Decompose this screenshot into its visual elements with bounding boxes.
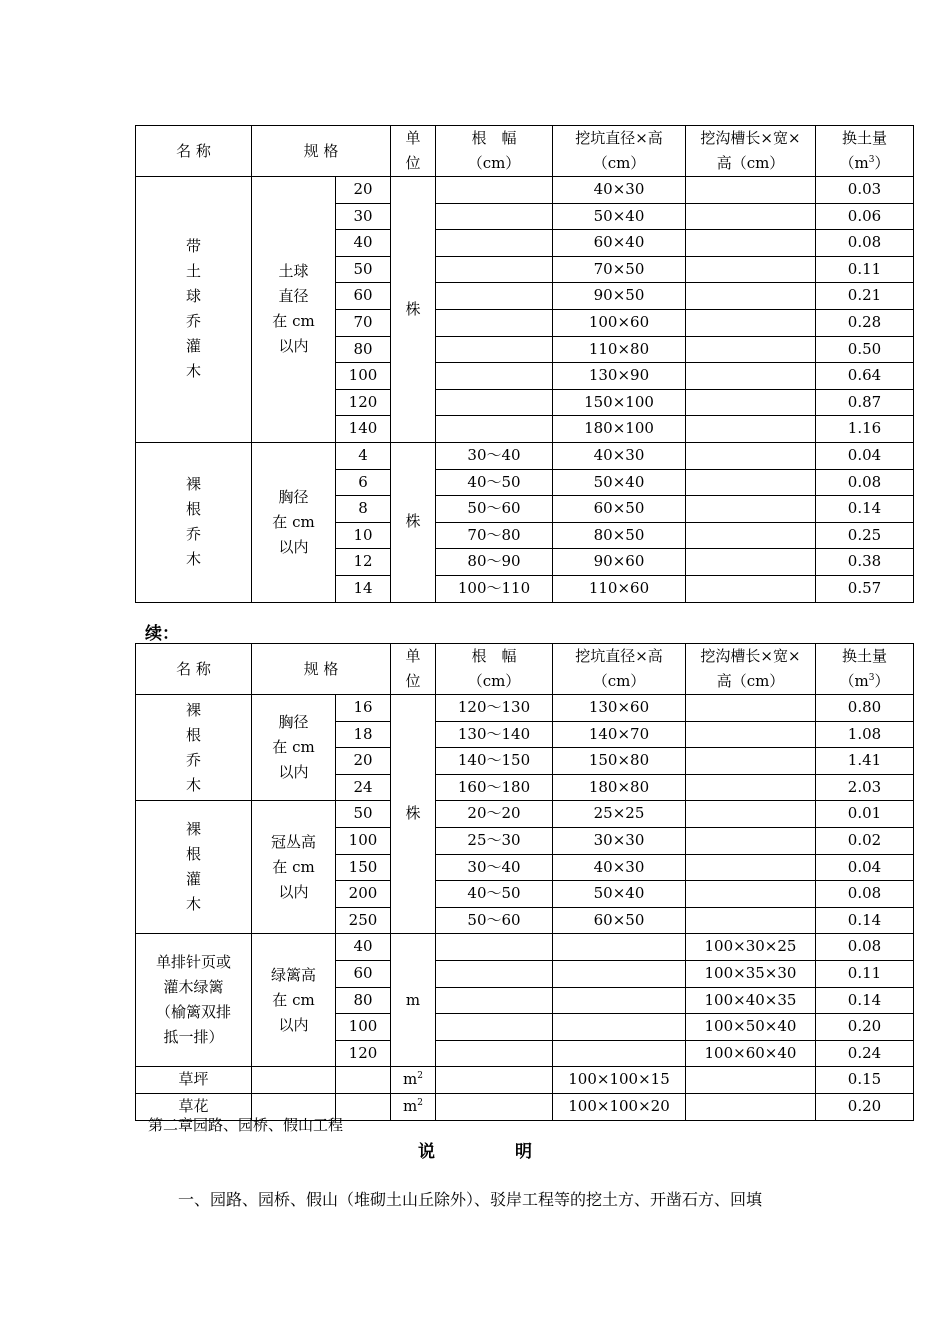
- header-soil-unit: （m: [839, 154, 869, 172]
- soil-cell: 0.80: [816, 695, 914, 722]
- root-cell: [436, 1067, 553, 1094]
- root-cell: 160～180: [436, 774, 553, 801]
- size-cell: 40: [336, 934, 391, 961]
- root-cell: 20～20: [436, 801, 553, 828]
- root-cell: [436, 336, 553, 363]
- group-spec-line: 以内: [278, 537, 309, 556]
- trench-cell: [686, 177, 816, 204]
- pit-cell: 60×50: [553, 496, 686, 523]
- pit-cell: 100×100×15: [553, 1067, 686, 1094]
- soil-cell: 0.08: [816, 881, 914, 908]
- pit-cell: 90×50: [553, 283, 686, 310]
- header-spec: 规 格: [252, 644, 391, 695]
- soil-cell: 0.04: [816, 854, 914, 881]
- root-cell: [436, 1014, 553, 1041]
- group-name-line: 木: [185, 775, 201, 794]
- group-name-line: 灌: [185, 870, 201, 889]
- size-cell: 200: [336, 881, 391, 908]
- root-cell: [436, 389, 553, 416]
- pit-cell: [553, 960, 686, 987]
- trench-cell: [686, 442, 816, 469]
- size-cell: 16: [336, 695, 391, 722]
- continued-label: 续：: [145, 624, 179, 643]
- pit-cell: 130×90: [553, 363, 686, 390]
- soil-cell: 0.87: [816, 389, 914, 416]
- group-name-line: 乔: [185, 525, 201, 544]
- size-cell: 100: [336, 1014, 391, 1041]
- root-cell: 80～90: [436, 549, 553, 576]
- soil-cell: 0.25: [816, 522, 914, 549]
- soil-cell: 0.57: [816, 575, 914, 602]
- pit-cell: 40×30: [553, 177, 686, 204]
- header-pit: [553, 126, 686, 177]
- trench-cell: 100×30×25: [686, 934, 816, 961]
- table-row: [136, 442, 914, 469]
- trench-cell: [686, 575, 816, 602]
- header-pit: [553, 644, 686, 695]
- header-root-line-1: 根 幅: [471, 647, 517, 665]
- header-root: [436, 644, 553, 695]
- soil-cell: 1.08: [816, 721, 914, 748]
- soil-cell: 0.14: [816, 987, 914, 1014]
- size-cell: 70: [336, 309, 391, 336]
- soil-cell: 0.38: [816, 549, 914, 576]
- group-name-line: 木: [185, 550, 201, 569]
- root-cell: 30～40: [436, 442, 553, 469]
- group-spec-line: 胸径: [278, 713, 309, 732]
- size-cell: 4: [336, 442, 391, 469]
- pit-cell: 180×80: [553, 774, 686, 801]
- unit-sup: 2: [417, 1071, 423, 1082]
- trench-cell: [686, 801, 816, 828]
- group-name: [136, 442, 252, 602]
- size-cell: 60: [336, 960, 391, 987]
- group-spec-line: 在 cm: [272, 738, 315, 757]
- pit-cell: [553, 1014, 686, 1041]
- header-pit-line-2: （cm）: [592, 672, 646, 690]
- group-name-line: （榆篱双排: [155, 1003, 231, 1022]
- header-trench: [686, 644, 816, 695]
- header-row: [136, 126, 914, 177]
- group-spec: [252, 934, 336, 1067]
- group-spec-line: 在 cm: [272, 512, 315, 531]
- group-spec-line: 胸径: [278, 487, 309, 506]
- group-spec-line: 绿篱高: [270, 965, 316, 984]
- root-cell: 40～50: [436, 881, 553, 908]
- pit-cell: 25×25: [553, 801, 686, 828]
- size-cell: 20: [336, 748, 391, 775]
- header-pit-line-1: 挖坑直径×高: [575, 129, 663, 147]
- size-cell: 60: [336, 283, 391, 310]
- header-root-line-1: 根 幅: [471, 129, 517, 147]
- header-soil: [816, 126, 914, 177]
- header-row: [136, 644, 914, 695]
- soil-cell: 0.01: [816, 801, 914, 828]
- header-soil-line-2: [816, 151, 913, 176]
- pit-cell: 110×80: [553, 336, 686, 363]
- header-unit: [391, 126, 436, 177]
- group-name-line: 根: [185, 500, 201, 519]
- pit-cell: 110×60: [553, 575, 686, 602]
- root-cell: 50～60: [436, 496, 553, 523]
- pit-cell: 60×50: [553, 907, 686, 934]
- header-soil-line-2: [816, 669, 913, 694]
- trench-cell: [686, 496, 816, 523]
- pit-cell: [553, 934, 686, 961]
- plant-earthwork-table: [135, 125, 914, 603]
- size-cell: 250: [336, 907, 391, 934]
- header-name: 名 称: [136, 126, 252, 177]
- group-spec: [252, 442, 336, 602]
- table-row: [136, 695, 914, 722]
- trench-cell: [686, 363, 816, 390]
- unit-cell: 株: [391, 442, 436, 602]
- soil-cell: 2.03: [816, 774, 914, 801]
- heading-char-1: 说: [418, 1142, 435, 1162]
- size-cell: 80: [336, 336, 391, 363]
- header-soil-line-1: 换土量: [841, 129, 887, 147]
- trench-cell: 100×40×35: [686, 987, 816, 1014]
- group-spec-line: 土球: [278, 262, 309, 281]
- root-cell: [436, 1093, 553, 1120]
- trench-cell: [686, 416, 816, 443]
- header-unit-line-1: 单: [405, 647, 421, 665]
- soil-cell: 1.16: [816, 416, 914, 443]
- soil-cell: 0.24: [816, 1040, 914, 1067]
- section-heading: [0, 1137, 950, 1162]
- pit-cell: [553, 1040, 686, 1067]
- root-cell: [436, 177, 553, 204]
- root-cell: [436, 934, 553, 961]
- header-unit: [391, 644, 436, 695]
- trench-cell: 100×60×40: [686, 1040, 816, 1067]
- pit-cell: 100×60: [553, 309, 686, 336]
- soil-cell: 0.04: [816, 442, 914, 469]
- soil-cell: 0.08: [816, 230, 914, 257]
- unit-text: m: [403, 1070, 418, 1089]
- unit-cell: [391, 1093, 436, 1120]
- soil-cell: 0.64: [816, 363, 914, 390]
- table-row: [136, 177, 914, 204]
- size-cell: 30: [336, 203, 391, 230]
- group-name-line: 单排针页或: [155, 953, 231, 972]
- plant-earthwork-table-continued: [135, 643, 914, 1121]
- root-cell: 30～40: [436, 854, 553, 881]
- group-spec-line: 在 cm: [272, 312, 315, 331]
- trench-cell: [686, 1093, 816, 1120]
- group-name-line: 乔: [185, 750, 201, 769]
- group-spec-line: 直径: [278, 287, 309, 306]
- size-cell: 50: [336, 256, 391, 283]
- header-trench-line-2: 高（cm）: [716, 672, 785, 690]
- group-name: [136, 695, 252, 801]
- group-name: [136, 177, 252, 443]
- header-trench: [686, 126, 816, 177]
- group-spec: [252, 801, 336, 934]
- size-cell: 120: [336, 1040, 391, 1067]
- pit-cell: 150×80: [553, 748, 686, 775]
- pit-cell: 100×100×20: [553, 1093, 686, 1120]
- size-cell: 120: [336, 389, 391, 416]
- root-cell: [436, 987, 553, 1014]
- root-cell: 140～150: [436, 748, 553, 775]
- root-cell: [436, 256, 553, 283]
- header-soil: [816, 644, 914, 695]
- soil-cell: 0.20: [816, 1093, 914, 1120]
- group-name-line: 土: [185, 262, 201, 281]
- group-spec-line: 在 cm: [272, 857, 315, 876]
- size-cell: 80: [336, 987, 391, 1014]
- size-cell: 40: [336, 230, 391, 257]
- group-name-line: 裸: [185, 475, 201, 494]
- header-unit-line-2: 位: [405, 154, 421, 172]
- pit-cell: 90×60: [553, 549, 686, 576]
- root-cell: [436, 960, 553, 987]
- unit-sup: 2: [417, 1097, 423, 1108]
- size-cell: 6: [336, 469, 391, 496]
- header-unit-line-1: 单: [405, 129, 421, 147]
- pit-cell: 140×70: [553, 721, 686, 748]
- pit-cell: 150×100: [553, 389, 686, 416]
- group-name-line: 木: [185, 895, 201, 914]
- heading-char-2: 明: [515, 1142, 532, 1162]
- header-soil-unit: （m: [839, 672, 869, 690]
- soil-cell: 0.02: [816, 827, 914, 854]
- root-cell: [436, 309, 553, 336]
- empty-cell: [252, 1067, 336, 1094]
- group-name-line: 抵一排）: [163, 1028, 224, 1047]
- size-cell: 20: [336, 177, 391, 204]
- trench-cell: [686, 1067, 816, 1094]
- trench-cell: 100×50×40: [686, 1014, 816, 1041]
- header-soil-close: ）: [874, 154, 890, 172]
- group-spec-line: 以内: [278, 882, 309, 901]
- pit-cell: 50×40: [553, 469, 686, 496]
- pit-cell: [553, 987, 686, 1014]
- trench-cell: [686, 854, 816, 881]
- size-cell: 14: [336, 575, 391, 602]
- trench-cell: [686, 748, 816, 775]
- group-spec-line: 以内: [278, 337, 309, 356]
- group-spec-line: 以内: [278, 1015, 309, 1034]
- group-name-line: 球: [185, 287, 201, 306]
- group-name-line: 乔: [185, 312, 201, 331]
- trench-cell: [686, 469, 816, 496]
- group-name-line: 根: [185, 725, 201, 744]
- pit-cell: 40×30: [553, 854, 686, 881]
- unit-cell: 株: [391, 695, 436, 934]
- header-trench-line-1: 挖沟槽长×宽×: [700, 129, 801, 147]
- group-name-line: 木: [185, 362, 201, 381]
- trench-cell: [686, 695, 816, 722]
- unit-cell: 株: [391, 177, 436, 443]
- header-soil-sup: 3: [868, 673, 875, 683]
- trench-cell: [686, 907, 816, 934]
- table-row-lawn: [136, 1067, 914, 1094]
- paragraph-1: 一、园路、园桥、假山（堆砌土山丘除外）、驳岸工程等的挖土方、开凿石方、回填: [178, 1190, 763, 1209]
- root-cell: 120～130: [436, 695, 553, 722]
- pit-cell: 30×30: [553, 827, 686, 854]
- trench-cell: [686, 389, 816, 416]
- table-row: [136, 934, 914, 961]
- soil-cell: 0.50: [816, 336, 914, 363]
- group-spec: [252, 695, 336, 801]
- size-cell: 24: [336, 774, 391, 801]
- soil-cell: 0.21: [816, 283, 914, 310]
- item-name: 草花: [136, 1093, 252, 1120]
- empty-cell: [336, 1093, 391, 1120]
- trench-cell: [686, 230, 816, 257]
- pit-cell: 50×40: [553, 881, 686, 908]
- root-cell: 70～80: [436, 522, 553, 549]
- trench-cell: [686, 827, 816, 854]
- soil-cell: 0.28: [816, 309, 914, 336]
- chapter-title: 第二章园路、园桥、假山工程: [148, 1116, 344, 1134]
- header-soil-sup: 3: [868, 155, 875, 165]
- group-name: [136, 934, 252, 1067]
- trench-cell: [686, 203, 816, 230]
- root-cell: [436, 1040, 553, 1067]
- root-cell: [436, 283, 553, 310]
- pit-cell: 70×50: [553, 256, 686, 283]
- size-cell: 150: [336, 854, 391, 881]
- root-cell: 100～110: [436, 575, 553, 602]
- size-cell: 18: [336, 721, 391, 748]
- unit-cell: [391, 1067, 436, 1094]
- soil-cell: 0.03: [816, 177, 914, 204]
- soil-cell: 0.14: [816, 496, 914, 523]
- pit-cell: 60×40: [553, 230, 686, 257]
- root-cell: 130～140: [436, 721, 553, 748]
- size-cell: 100: [336, 363, 391, 390]
- header-unit-line-2: 位: [405, 672, 421, 690]
- table-row: [136, 801, 914, 828]
- trench-cell: [686, 256, 816, 283]
- soil-cell: 0.08: [816, 934, 914, 961]
- size-cell: 8: [336, 496, 391, 523]
- root-cell: 50～60: [436, 907, 553, 934]
- trench-cell: [686, 336, 816, 363]
- trench-cell: [686, 309, 816, 336]
- soil-cell: 0.15: [816, 1067, 914, 1094]
- root-cell: [436, 363, 553, 390]
- size-cell: 12: [336, 549, 391, 576]
- header-name: 名 称: [136, 644, 252, 695]
- header-trench-line-2: 高（cm）: [716, 154, 785, 172]
- pit-cell: 130×60: [553, 695, 686, 722]
- group-name-line: 裸: [185, 820, 201, 839]
- soil-cell: 0.08: [816, 469, 914, 496]
- header-root-line-2: （cm）: [467, 154, 521, 172]
- group-name-line: 灌: [185, 337, 201, 356]
- header-trench-line-1: 挖沟槽长×宽×: [700, 647, 801, 665]
- trench-cell: [686, 881, 816, 908]
- size-cell: 100: [336, 827, 391, 854]
- trench-cell: [686, 721, 816, 748]
- empty-cell: [336, 1067, 391, 1094]
- group-name-line: 带: [185, 237, 201, 256]
- header-pit-line-2: （cm）: [592, 154, 646, 172]
- group-spec-line: 在 cm: [272, 990, 315, 1009]
- root-cell: 25～30: [436, 827, 553, 854]
- group-name-line: 根: [185, 845, 201, 864]
- header-pit-line-1: 挖坑直径×高: [575, 647, 663, 665]
- group-name: [136, 801, 252, 934]
- soil-cell: 0.11: [816, 256, 914, 283]
- group-spec-line: 以内: [278, 763, 309, 782]
- group-name-line: 裸: [185, 700, 201, 719]
- size-cell: 50: [336, 801, 391, 828]
- root-cell: [436, 203, 553, 230]
- unit-cell: m: [391, 934, 436, 1067]
- size-cell: 140: [336, 416, 391, 443]
- soil-cell: 0.14: [816, 907, 914, 934]
- header-spec: 规 格: [252, 126, 391, 177]
- soil-cell: 0.06: [816, 203, 914, 230]
- header-root-line-2: （cm）: [467, 672, 521, 690]
- soil-cell: 0.11: [816, 960, 914, 987]
- group-name-line: 灌木绿篱: [163, 978, 224, 997]
- trench-cell: [686, 774, 816, 801]
- soil-cell: 0.20: [816, 1014, 914, 1041]
- header-soil-line-1: 换土量: [841, 647, 887, 665]
- trench-cell: [686, 283, 816, 310]
- pit-cell: 40×30: [553, 442, 686, 469]
- header-root: [436, 126, 553, 177]
- root-cell: [436, 416, 553, 443]
- trench-cell: [686, 549, 816, 576]
- pit-cell: 180×100: [553, 416, 686, 443]
- group-spec-line: 冠丛高: [270, 832, 316, 851]
- group-spec: [252, 177, 336, 443]
- root-cell: [436, 230, 553, 257]
- pit-cell: 80×50: [553, 522, 686, 549]
- root-cell: 40～50: [436, 469, 553, 496]
- pit-cell: 50×40: [553, 203, 686, 230]
- item-name: 草坪: [136, 1067, 252, 1094]
- soil-cell: 1.41: [816, 748, 914, 775]
- header-soil-close: ）: [874, 672, 890, 690]
- trench-cell: 100×35×30: [686, 960, 816, 987]
- trench-cell: [686, 522, 816, 549]
- unit-text: m: [403, 1096, 418, 1115]
- size-cell: 10: [336, 522, 391, 549]
